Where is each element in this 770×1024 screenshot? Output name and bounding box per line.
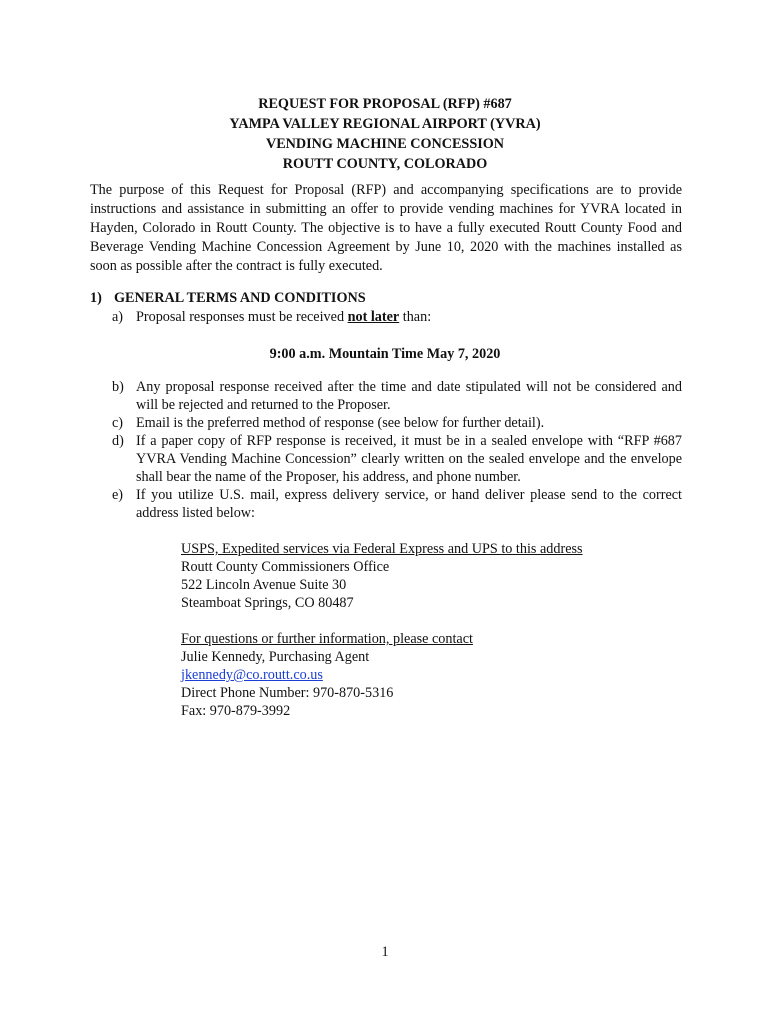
intro-paragraph: The purpose of this Request for Proposal (RFP) and accompanying specifications are to provide instructions and assistance in submitting an offer to provide vending machines for YVRA located in Hayden, Colorado in Routt County. The objective is to have a fully executed Routt County Food and Beverage Vending Machine Concession Agreement by June 10, 2020 with the machines installed as soon as possible after the contract is fully executed. — [90, 182, 682, 274]
mailing-address-block — [181, 540, 583, 612]
item-text: If a paper copy of RFP response is received, it must be in a sealed envelope with “RFP #687 YVRA Vending Machine Concession” clearly written on the sealed envelope and the envelope shall bear the name of the Proposer, his address, and phone number. — [136, 433, 682, 485]
item-a-prefix: Proposal responses must be received — [136, 309, 348, 325]
section-title: GENERAL TERMS AND CONDITIONS — [114, 290, 366, 306]
item-label: d) — [112, 433, 124, 449]
not-later-emphasis: not later — [347, 309, 400, 325]
item-a-suffix: than: — [399, 309, 432, 325]
contact-email-link[interactable]: jkennedy@co.routt.co.us — [181, 667, 323, 683]
list-item — [90, 378, 682, 414]
list-item — [90, 486, 682, 522]
mailing-line-1: Routt County Commissioners Office — [181, 559, 390, 575]
title-line-3: VENDING MACHINE CONCESSION — [265, 136, 505, 152]
title-line-4: ROUTT COUNTY, COLORADO — [282, 156, 488, 172]
contact-fax: Fax: 970-879-3992 — [181, 703, 291, 719]
section-number: 1) — [90, 290, 102, 306]
item-text — [136, 308, 682, 327]
item-label: b) — [112, 379, 124, 395]
item-text: If you utilize U.S. mail, express delivery service, or hand deliver please send to the correct address listed below: — [136, 487, 682, 521]
contact-phone: Direct Phone Number: 970-870-5316 — [181, 685, 394, 701]
document-title-block — [0, 94, 770, 174]
item-label: e) — [112, 487, 124, 503]
contact-name: Julie Kennedy, Purchasing Agent — [181, 649, 370, 665]
mailing-heading: USPS, Expedited services via Federal Express and UPS to this address — [181, 541, 583, 557]
section-heading — [90, 289, 682, 308]
contact-heading: For questions or further information, please contact — [181, 631, 473, 647]
terms-list — [90, 378, 682, 522]
contact-block — [181, 630, 473, 720]
page-number: 1 — [381, 944, 389, 960]
item-text: Any proposal response received after the time and date stipulated will not be considered and will be rejected and returned to the Proposer. — [136, 379, 682, 413]
item-label: a) — [112, 309, 124, 325]
item-text: Email is the preferred method of response (see below for further detail). — [136, 415, 545, 431]
deadline-line: 9:00 a.m. Mountain Time May 7, 2020 — [269, 346, 501, 362]
item-label: c) — [112, 415, 124, 431]
section-general-terms — [90, 289, 682, 327]
list-item — [90, 432, 682, 486]
mailing-line-2: 522 Lincoln Avenue Suite 30 — [181, 577, 347, 593]
mailing-line-3: Steamboat Springs, CO 80487 — [181, 595, 354, 611]
title-line-1: REQUEST FOR PROPOSAL (RFP) #687 — [258, 96, 512, 112]
title-line-2: YAMPA VALLEY REGIONAL AIRPORT (YVRA) — [229, 116, 541, 132]
list-item — [90, 414, 682, 432]
list-item-a — [90, 308, 682, 327]
